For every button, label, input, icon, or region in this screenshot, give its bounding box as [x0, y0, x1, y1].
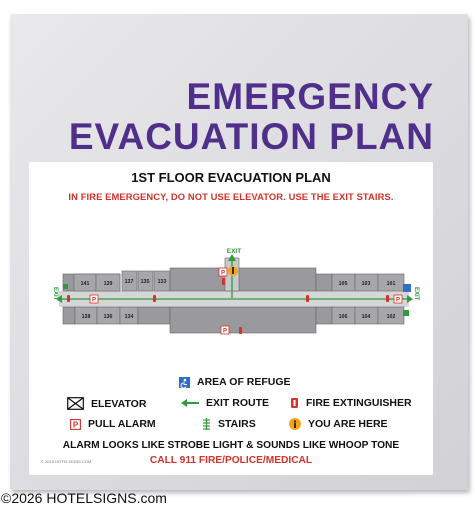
floor-plan-panel [29, 162, 433, 475]
legend-stairs-label: STAIRS [218, 418, 256, 430]
sign-title-line1: EMERGENCY [186, 76, 434, 117]
room-number: 133 [157, 279, 167, 285]
stairs-icon [63, 284, 68, 289]
legend-pull-alarm-label: PULL ALARM [88, 418, 156, 430]
room-number: 105 [338, 281, 348, 287]
legend-pull-alarm-letter: P [72, 420, 79, 430]
room-number: 106 [338, 314, 348, 320]
floor-plan-map [29, 248, 433, 346]
area-of-refuge-icon [179, 377, 190, 388]
room-number: 103 [361, 281, 371, 287]
room-number: 137 [124, 279, 134, 285]
fire-extinguisher-icon [290, 397, 299, 409]
exit-label-top: EXIT [226, 248, 242, 255]
legend-you-are-here-label: YOU ARE HERE [308, 418, 388, 430]
legend-refuge-label: AREA OF REFUGE [197, 376, 291, 388]
alarm-note: ALARM LOOKS LIKE STROBE LIGHT & SOUNDS LIKE WHOOP TONE [62, 440, 400, 451]
fire-extinguisher-icon [239, 327, 242, 334]
stairs-icon [202, 418, 211, 430]
room-number: 141 [80, 281, 90, 287]
pull-alarm-letter: P [395, 297, 401, 304]
room-number: 101 [386, 281, 396, 287]
exit-route-arrow-icon [181, 398, 199, 408]
you-are-here-icon [289, 418, 301, 430]
fire-extinguisher-icon [67, 295, 70, 302]
exit-label-right: EXIT [413, 287, 419, 301]
floor-plan-heading: 1ST FLOOR EVACUATION PLAN [131, 170, 331, 185]
elevator-warning: IN FIRE EMERGENCY, DO NOT USE ELEVATOR. USE THE EXIT STAIRS. [68, 191, 394, 202]
legend-pull-alarm [70, 418, 156, 430]
central-block-top [170, 268, 316, 291]
stairs-icon [403, 310, 409, 316]
pull-alarm-letter: P [91, 297, 97, 304]
legend-stairs [202, 418, 256, 430]
exit-arrow-right-icon [407, 295, 413, 303]
legend-refuge [179, 376, 291, 388]
legend-exit-route [181, 397, 269, 409]
fire-extinguisher-icon [386, 295, 389, 302]
emergency-call-note: CALL 911 FIRE/POLICE/MEDICAL [149, 455, 313, 466]
exit-arrow-up-icon [228, 254, 236, 261]
room-number: 104 [361, 314, 371, 320]
elevator-icon [67, 397, 84, 410]
room-number: 139 [103, 281, 113, 287]
legend-extinguisher-label: FIRE EXTINGUISHER [306, 397, 412, 409]
legend-elevator-label: ELEVATOR [91, 397, 147, 410]
exit-label-left: EXIT [52, 287, 58, 301]
fire-extinguisher-icon [306, 295, 309, 302]
room-number: 102 [386, 314, 396, 320]
panel-credit: © 2015 HOTELSIGNS.COM [41, 459, 92, 464]
copyright-notice: ©2026 HOTELSIGNS.com [1, 490, 167, 506]
pull-alarm-icon [70, 419, 81, 430]
room-number: 138 [81, 314, 91, 320]
room-number: 136 [103, 314, 113, 320]
room-number: 135 [140, 279, 150, 285]
central-block-bottom [170, 307, 316, 333]
sign-title-line2: EVACUATION PLAN [68, 116, 434, 157]
area-of-refuge-icon [403, 284, 411, 292]
room-block [316, 307, 332, 324]
you-are-here-figure [232, 267, 234, 274]
legend-exit-route-label: EXIT ROUTE [206, 397, 270, 409]
legend-elevator [67, 397, 146, 410]
room-number: 134 [124, 314, 134, 320]
pull-alarm-letter: P [220, 270, 226, 277]
room-block [316, 274, 332, 291]
room-block [138, 307, 170, 324]
fire-extinguisher-icon [222, 278, 225, 285]
fire-extinguisher-icon [153, 295, 156, 302]
legend-extinguisher [290, 397, 412, 409]
legend-you-are-here [289, 418, 388, 430]
room-block [63, 307, 75, 324]
pull-alarm-letter: P [222, 328, 228, 335]
